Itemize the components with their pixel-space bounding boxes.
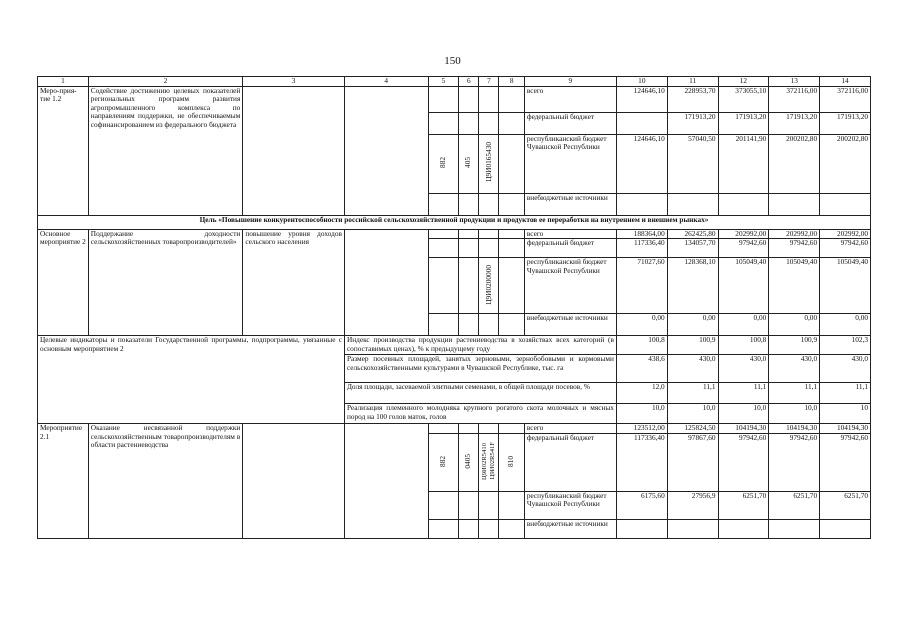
column-number: 7 bbox=[479, 77, 499, 87]
funding-source: внебюджетные источники bbox=[524, 519, 616, 538]
section-code: 405 bbox=[463, 156, 473, 168]
page-number: 150 bbox=[444, 55, 461, 67]
measure-name: Поддержание доходности сельскохозяйственных товаропроизводителей» bbox=[88, 229, 243, 336]
funding-source: всего bbox=[524, 229, 616, 239]
column-number: 11 bbox=[667, 77, 718, 87]
funding-source: внебюджетные источники bbox=[524, 314, 616, 336]
column-number: 4 bbox=[344, 77, 428, 87]
column-number: 3 bbox=[243, 77, 345, 87]
measure-code: Основное мероприятие 2 bbox=[38, 229, 89, 336]
indicator-row: Реализация племенного молодняка крупного рогатого скота молочных и мясных пород на 100 голов маток, голов 10,0 10,0 10,0 10,0 10 bbox=[38, 404, 871, 424]
indicators-label: Целевые индикаторы и показатели Государственной программы, подпрограммы, увязанные с основным мероприятием 2 bbox=[38, 336, 345, 424]
goal-text: Цель «Повышение конкурентоспособности российской сельскохозяйственной продукции и продуктов ее переработки на внутреннем и внешнем рынках» bbox=[38, 215, 871, 229]
table-row: Мероприятие 2.1 Оказание несвязанной поддержки сельскохозяйственным товаропроизводителям в области растениеводства всего 123512,00 125824,50 104194,30 104194,30 104194,30 bbox=[38, 424, 871, 434]
table-row: федеральный бюджет 117336,40 134057,70 97942,60 97942,60 97942,60 bbox=[38, 239, 871, 258]
table-row: федеральный бюджет 171913,20 171913,20 171913,20 171913,20 bbox=[38, 112, 871, 134]
column-number: 8 bbox=[499, 77, 524, 87]
table-row: Меро-прия-тие 1.2 Содействие достижению целевых показателей региональных программ развития агропромышленного комплекса по направлениям поддержки, не обеспечиваемым софинансированием из федерального бюджета всего 124646,10 228953,70 373055,10 372116,00 372116,00 bbox=[38, 86, 871, 112]
expense-type-code: 810 bbox=[506, 455, 516, 467]
goal-row bbox=[38, 215, 871, 229]
column-number: 1 bbox=[38, 77, 89, 87]
budget-code: 882 bbox=[438, 455, 448, 467]
funding-source: республиканский бюджет Чувашской Республики bbox=[524, 134, 616, 193]
measure-executor bbox=[344, 86, 428, 215]
measure-goal: повышение уровня доходов сельского населения bbox=[243, 229, 345, 336]
column-number: 9 bbox=[524, 77, 616, 87]
indicator-name: Размер посевных площадей, занятых зерновыми, зернобобовыми и кормовыми сельскохозяйственными культурами в Чувашской Республике, тыс. га bbox=[344, 355, 616, 383]
column-number: 5 bbox=[428, 77, 459, 87]
funding-source: федеральный бюджет bbox=[524, 239, 616, 258]
budget-table bbox=[37, 76, 871, 539]
measure-code: Мероприятие 2.1 bbox=[38, 424, 89, 539]
measure-code: Меро-прия-тие 1.2 bbox=[38, 86, 89, 215]
indicator-row: Целевые индикаторы и показатели Государственной программы, подпрограммы, увязанные с основным мероприятием 2 Индекс производства продукции растениеводства в хозяйствах всех категорий (в сопоставимых ценах), % к предыдущему году 100,8 100,9 100,8 100,9 102,3 bbox=[38, 336, 871, 355]
indicator-name: Индекс производства продукции растениеводства в хозяйствах всех категорий (в сопоставимых ценах), % к предыдущему году bbox=[344, 336, 616, 355]
section-code: 0405 bbox=[463, 453, 473, 469]
funding-source: внебюджетные источники bbox=[524, 193, 616, 215]
indicator-row: Размер посевных площадей, занятых зерновыми, зернобобовыми и кормовыми сельскохозяйственными культурами в Чувашской Республике, тыс. га 438,6 430,0 430,0 430,0 430,0 bbox=[38, 355, 871, 383]
table-row: Ц9И0200000 республиканский бюджет Чувашской Республики 71027,60 128368,10 105049,40 105049,40 105049,40 bbox=[38, 258, 871, 314]
target-code: Ц9И0200000 bbox=[483, 264, 493, 305]
funding-source: федеральный бюджет bbox=[524, 433, 616, 491]
indicator-name: Реализация племенного молодняка крупного рогатого скота молочных и мясных пород на 100 голов маток, голов bbox=[344, 404, 616, 424]
target-code: Ц9И02R541F bbox=[488, 442, 496, 480]
column-number-row bbox=[38, 77, 871, 87]
measure-name: Содействие достижению целевых показателей региональных программ развития агропромышленного комплекса по направлениям поддержки, не обеспечиваемым софинансированием из федерального бюджета bbox=[88, 86, 243, 215]
table-row: внебюджетные источники 0,00 0,00 0,00 0,00 0,00 bbox=[38, 314, 871, 336]
table-row: 882 405 Ц9И0165430 республиканский бюджет Чувашской Республики 124646,10 57040,50 201141,90 200202,80 200202,80 bbox=[38, 134, 871, 193]
measure-name: Оказание несвязанной поддержки сельскохозяйственным товаропроизводителям в области растениеводства bbox=[88, 424, 243, 539]
column-number: 12 bbox=[718, 77, 769, 87]
column-number: 13 bbox=[769, 77, 820, 87]
funding-source: федеральный бюджет bbox=[524, 112, 616, 134]
measure-goal bbox=[243, 86, 345, 215]
funding-source: всего bbox=[524, 86, 616, 112]
table-row: республиканский бюджет Чувашской Республики 6175,60 27956,9 6251,70 6251,70 6251,70 bbox=[38, 491, 871, 519]
budget-code: 882 bbox=[438, 156, 448, 168]
column-number: 14 bbox=[820, 77, 871, 87]
funding-source: республиканский бюджет Чувашской Республики bbox=[524, 491, 616, 519]
measure-executor bbox=[344, 229, 428, 336]
target-code: Ц9И02R5410 bbox=[481, 442, 489, 480]
measure-executor bbox=[344, 424, 428, 539]
indicator-name: Доля площади, засеваемой элитными семенами, в общей площади посевов, % bbox=[344, 383, 616, 404]
table-row: Основное мероприятие 2 Поддержание доходности сельскохозяйственных товаропроизводителей» повышение уровня доходов сельского населения всего 188364,00 262425,80 202992,00 202992,00 202992,00 bbox=[38, 229, 871, 239]
funding-source: республиканский бюджет Чувашской Республики bbox=[524, 258, 616, 314]
column-number: 2 bbox=[88, 77, 243, 87]
table-row: 882 0405 Ц9И02R5410Ц9И02R541F 810 федеральный бюджет 117336,40 97867,60 97942,60 97942,60 97942,60 bbox=[38, 433, 871, 491]
funding-source: всего bbox=[524, 424, 616, 434]
target-code: Ц9И0165430 bbox=[483, 142, 493, 183]
column-number: 6 bbox=[459, 77, 479, 87]
indicator-row: Доля площади, засеваемой элитными семенами, в общей площади посевов, % 12,0 11,1 11,1 11,1 11,1 bbox=[38, 383, 871, 404]
measure-goal bbox=[243, 424, 345, 539]
column-number: 10 bbox=[616, 77, 667, 87]
